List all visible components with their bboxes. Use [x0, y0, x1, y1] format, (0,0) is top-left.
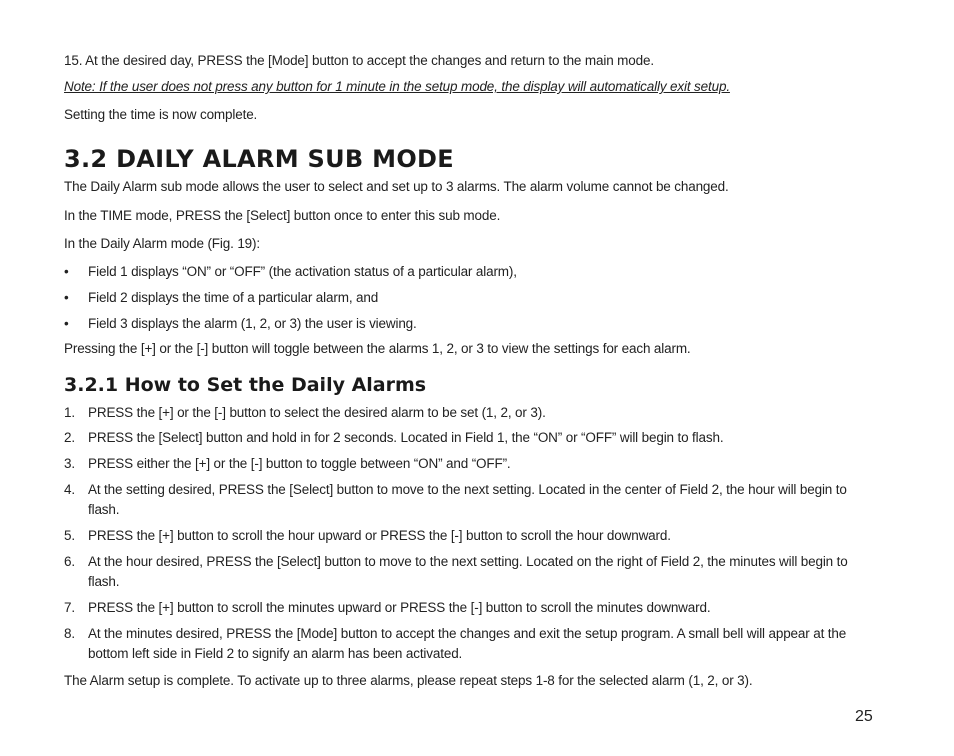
bullet-text: Field 3 displays the alarm (1, 2, or 3) the user is viewing.: [88, 316, 417, 331]
alarm-setup-complete-paragraph: The Alarm setup is complete. To activate up to three alarms, please repeat steps 1-8 for the selected alarm (1, 2, or 3).: [64, 673, 753, 688]
bullet-text: Field 2 displays the time of a particular alarm, and: [88, 290, 379, 305]
step-text: At the setting desired, PRESS the [Select] button to move to the next setting. Located in the center of Field 2, the hour will begin to flash.: [88, 482, 847, 517]
step-number: 4.: [64, 482, 75, 497]
step-number: 5.: [64, 528, 75, 543]
enter-sub-mode-paragraph: In the TIME mode, PRESS the [Select] button once to enter this sub mode.: [64, 208, 501, 223]
step-number: 7.: [64, 600, 75, 615]
step-item-6: [64, 552, 876, 592]
step-text: PRESS the [+] button to scroll the hour upward or PRESS the [-] button to scroll the hour downward.: [88, 528, 671, 543]
step-item-1: [64, 403, 876, 423]
section-title: 3.2 DAILY ALARM SUB MODE: [64, 145, 454, 173]
step-item-3: [64, 454, 876, 474]
bullet-symbol: •: [64, 290, 69, 305]
step-text: PRESS the [Select] button and hold in for 2 seconds. Located in Field 1, the “ON” or “OFF” will begin to flash.: [88, 430, 724, 445]
section-intro-paragraph: The Daily Alarm sub mode allows the user to select and set up to 3 alarms. The alarm volume cannot be changed.: [64, 179, 729, 194]
subsection-title: 3.2.1 How to Set the Daily Alarms: [64, 374, 427, 396]
setup-timeout-note: Note: If the user does not press any button for 1 minute in the setup mode, the display will automatically exit setup.: [64, 79, 730, 94]
step-item-5: [64, 526, 876, 546]
time-complete-text: Setting the time is now complete.: [64, 107, 258, 122]
step-item-8: [64, 624, 876, 664]
step-item-4: [64, 480, 876, 520]
step-number: 1.: [64, 405, 75, 420]
bullet-symbol: •: [64, 316, 69, 331]
step-item-2: [64, 428, 876, 448]
step-number: 2.: [64, 430, 75, 445]
page-number: 25: [855, 708, 873, 725]
step-number: 8.: [64, 626, 75, 641]
step-text: At the hour desired, PRESS the [Select] button to move to the next setting. Located on the right of Field 2, the minutes will begin to flash.: [88, 554, 848, 589]
step-text: PRESS the [+] button to scroll the minutes upward or PRESS the [-] button to scroll the minutes downward.: [88, 600, 711, 615]
step-text: PRESS the [+] or the [-] button to select the desired alarm to be set (1, 2, or 3).: [88, 405, 546, 420]
step-15-text: 15. At the desired day, PRESS the [Mode] button to accept the changes and return to the main mode.: [64, 53, 654, 68]
step-number: 6.: [64, 554, 75, 569]
toggle-alarms-paragraph: Pressing the [+] or the [-] button will toggle between the alarms 1, 2, or 3 to view the settings for each alarm.: [64, 341, 691, 356]
step-number: 3.: [64, 456, 75, 471]
daily-alarm-mode-paragraph: In the Daily Alarm mode (Fig. 19):: [64, 236, 260, 251]
step-text: PRESS either the [+] or the [-] button to toggle between “ON” and “OFF”.: [88, 456, 511, 471]
step-text: At the minutes desired, PRESS the [Mode] button to accept the changes and exit the setup program. A small bell will appear at the bottom left side in Field 2 to signify an alarm has been activated.: [88, 626, 847, 661]
bullet-text: Field 1 displays “ON” or “OFF” (the activation status of a particular alarm),: [88, 264, 517, 279]
step-item-7: [64, 598, 876, 618]
bullet-symbol: •: [64, 264, 69, 279]
